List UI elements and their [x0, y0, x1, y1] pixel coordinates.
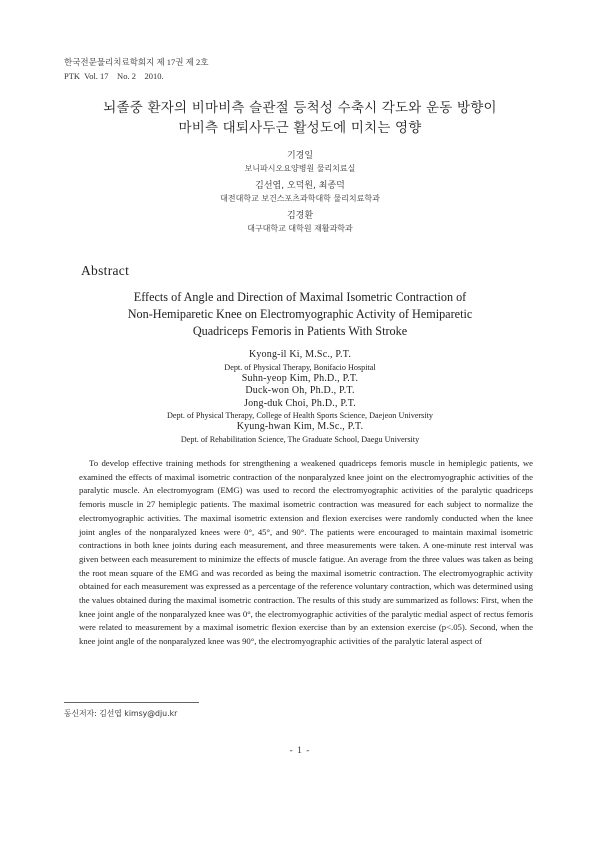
corresponding-author-footnote: 동신저자: 김선엽 kimsy@dju.kr	[64, 709, 178, 718]
korean-authors	[100, 150, 500, 240]
korean-title	[40, 98, 560, 138]
english-author-name: Kyong-il Ki, M.Sc., P.T.	[248, 349, 352, 360]
abstract-heading: Abstract	[81, 263, 130, 278]
korean-author-name: 기경일	[286, 151, 314, 161]
abstract-paragraph: To develop effective training methods for strengthening a weakened quadriceps femoris muscle in hemiplegic patients, we examined the effects of maximal isometric contraction of the nonparalyzed knee joint on the electromyographic activities of the paralytic muscle. An electromyogram (EMG) was used to record the electromyographic activities of the paralytic quadriceps femoris muscle in 27 hemiplegic patients. The maximal isometric contraction was measured for each subject to normalize the electromyographic activities. The maximal isometric extension and flexion exercises were randomly conducted when the knee joint angles of the nonparalyzed knees were 0°, 45°, and 90°. The patients were encouraged to maintain maximal isometric contractions in both knee joints during each measurement, and three measurements were taken. A one-minute rest interval was given between each measurement to minimize the effects of muscle fatigue. An average from the three values was taken as being the root mean square of the EMG and was recorded as being the maximal isometric contraction. The electromyographic activity obtained for each measurement was expressed as a percentage of the reference voluntary contraction, which was determined using the values obtained during the maximal isometric contraction. The results of this study are summarized as follows: First, when the knee joint angle of the nonparalyzed knee was 0°, the electromyographic activities of the paralytic medial aspect of rectus femoris were related to measurement by a maximal isometric flexion exercise than by an extension exercise (p<.05). Second, when the knee joint angle of the nonparalyzed knee was 90°, the electromyographic activities of the paralytic lateral aspect of	[79, 458, 533, 647]
english-title-line-1: Effects of Angle and Direction of Maximal Isometric Contraction of	[133, 290, 467, 304]
english-title	[60, 289, 540, 340]
english-author-affiliation: Dept. of Rehabilitation Science, The Graduate School, Daegu University	[180, 434, 420, 444]
korean-author-name: 김경환	[286, 211, 314, 221]
korean-title-line-1: 뇌졸중 환자의 비마비측 슬관절 등척성 수축시 각도와 운동 방향이	[103, 100, 497, 116]
korean-author-affiliation: 보니파시오요양병원 물리치료실	[244, 164, 356, 173]
english-author-name: Kyung-hwan Kim, M.Sc., P.T.	[236, 421, 364, 432]
abstract-body	[79, 457, 533, 649]
footnote-divider	[64, 702, 199, 703]
english-author-name: Jong-duk Choi, Ph.D., P.T.	[244, 397, 356, 409]
journal-header	[64, 55, 208, 83]
english-author-affiliation: Dept. of Physical Therapy, Bonifacio Hospital	[224, 362, 376, 372]
english-author-name: Suhn-yeop Kim, Ph.D., P.T.	[241, 372, 359, 384]
english-authors	[50, 349, 550, 445]
korean-author-affiliation: 대구대학교 대학원 재활과학과	[247, 224, 353, 233]
korean-title-line-2: 마비측 대퇴사두근 활성도에 미치는 영향	[178, 120, 422, 136]
journal-volume: PTK Vol. 17 No. 2 2010.	[64, 71, 164, 81]
korean-author-name: 김선엽, 오덕원, 최종덕	[255, 181, 345, 191]
korean-author-affiliation: 대전대학교 보건스포츠과학대학 물리치료학과	[220, 194, 380, 203]
english-title-line-2: Non-Hemiparetic Knee on Electromyographic Activity of Hemiparetic	[127, 307, 473, 321]
english-author-name: Duck-won Oh, Ph.D., P.T.	[245, 385, 355, 396]
page-number: - 1 -	[289, 746, 311, 756]
english-title-line-3: Quadriceps Femoris in Patients With Stroke	[192, 324, 408, 338]
english-author-affiliation: Dept. of Physical Therapy, College of Health Sports Science, Daejeon University	[166, 411, 434, 420]
journal-name-korean: 한국전문물리치료학회지 제 17권 제 2호	[64, 57, 209, 67]
